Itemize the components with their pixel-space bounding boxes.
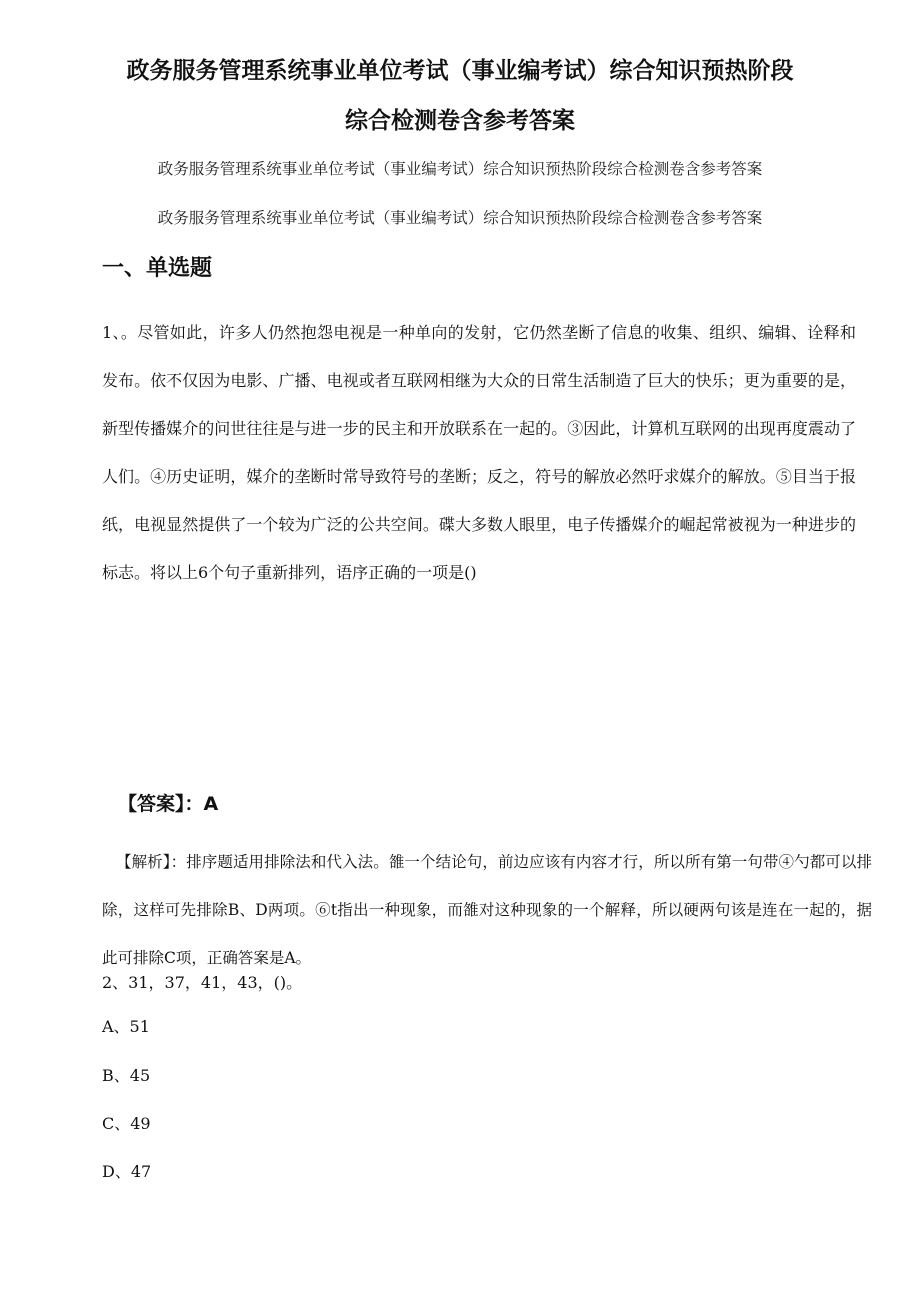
question-2-text: 2、31，37，41，43，()。 — [102, 973, 303, 992]
option-d: D、47 — [102, 1162, 152, 1181]
question-1-answer: 【答案】：A — [118, 793, 219, 815]
document-title-line2: 综合检测卷含参考答案 — [345, 108, 575, 134]
document-title-line1: 政务服务管理系统事业单位考试（事业编考试）综合知识预热阶段 — [126, 58, 794, 84]
option-b: B、45 — [102, 1066, 151, 1085]
document-subtitle-line1: 政务服务管理系统事业单位考试（事业编考试）综合知识预热阶段综合检测卷含参考答案 — [157, 160, 763, 178]
analysis-text: 【解析】：排序题适用排除法和代入法。雒一个结论句，前边应该有内容才行，所以所有第一句带④勺都可以排除，这样可先排除B、D两项。⑥t指出一种现象，而雒对这种现象的一个解释，所以硬两句该是连在一起的，据此可排除C项，正确答案是A。 — [102, 853, 872, 967]
document-subtitle-line2: 政务服务管理系统事业单位考试（事业编考试）综合知识预热阶段综合检测卷含参考答案 — [157, 209, 763, 227]
option-a: A、51 — [102, 1017, 150, 1036]
option-c: C、49 — [102, 1114, 151, 1133]
section-heading: 一、单选题 — [102, 256, 213, 281]
question-1-text: 1、。尽管如此，许多人仍然抱怨电视是一种单向的发射，它仍然垄断了信息的收集、组织、编辑、诠释和发布。依不仅因为电影、广播、电视或者互联网相继为大众的日常生活制造了巨大的快乐；更为重要的是，新型传播媒介的问世往往是与进一步的民主和开放联系在一起的。③因此，计算机互联网的出现再度震动了人们。④历史证明，媒介的垄断时常导致符号的垄断；反之，符号的解放必然吁求媒介的解放。⑤目当于报纸，电视显然提供了一个较为广泛的公共空间。碟大多数人眼里，电子传播媒介的崛起常被视为一种进步的标志。将以上6个句子重新排列，语序正确的一项是() — [102, 323, 856, 582]
question-1-analysis — [102, 838, 872, 982]
